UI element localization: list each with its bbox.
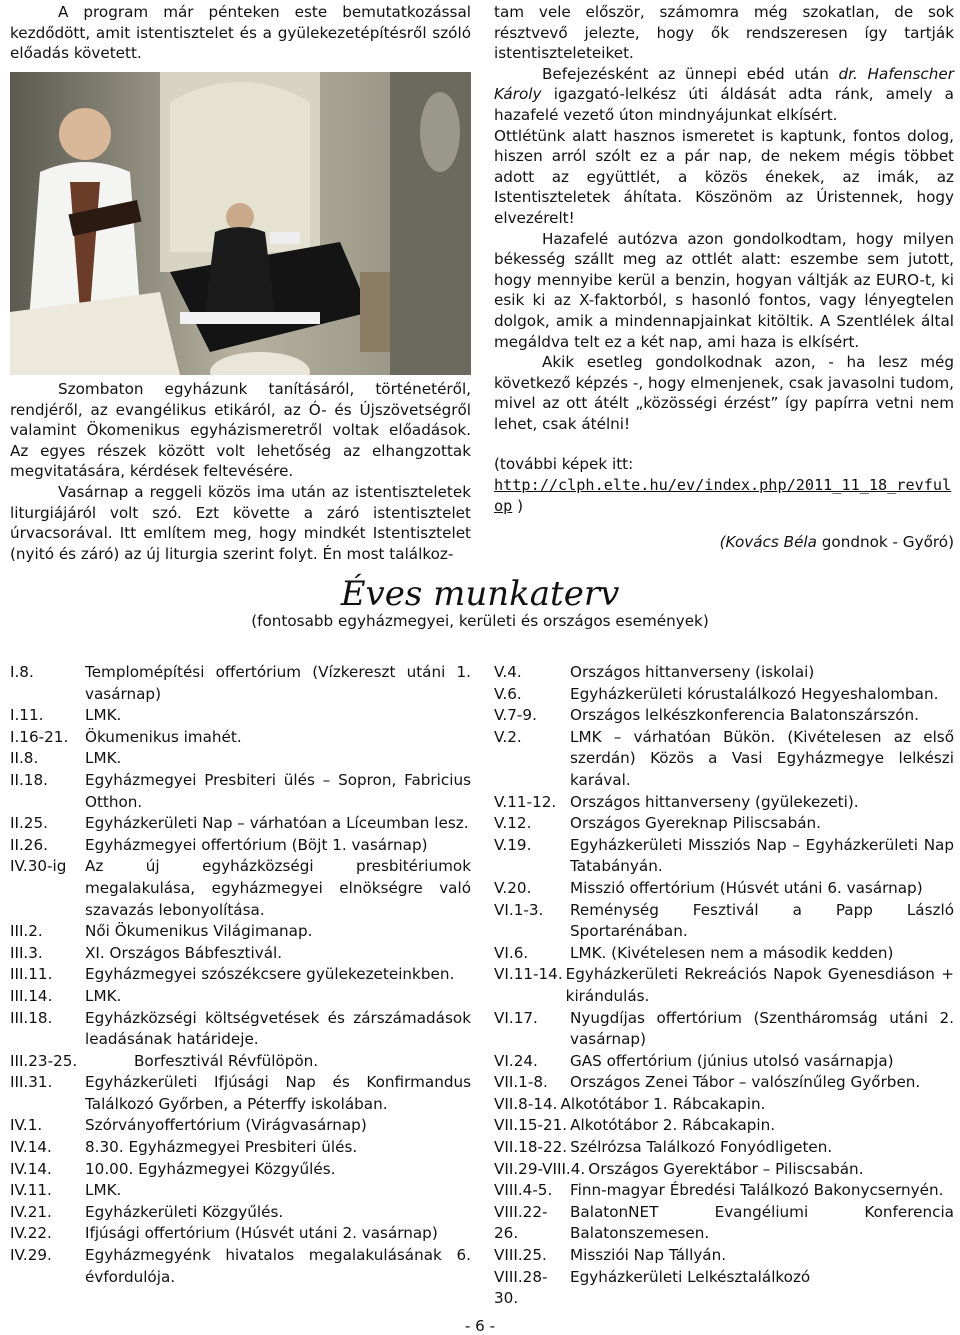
event-date: VI.11-14. [494, 965, 563, 984]
event-description: LMK. [85, 706, 122, 725]
event-date: V.6. [494, 684, 522, 703]
event-date: VI.17. [494, 1008, 538, 1027]
recommendation-paragraph: Akik esetleg gondolkodnak azon, - ha lesz még következő képzés -, hogy elmenjenek, csak javasolni tudom, mivel az ott átélt „közösségi érzést” így papírra vetni nem lehet, csak átélni! [494, 353, 954, 433]
event-description: Alkotótábor 1. Rábcakapin. [560, 1094, 766, 1113]
event-date: II.26. [10, 835, 48, 854]
event-date: IV.14. [10, 1138, 52, 1157]
event-description: Alkotótábor 2. Rábcakapin. [570, 1116, 776, 1135]
event-row [494, 1202, 954, 1245]
saturday-paragraph: Szombaton egyházunk tanításáról, történetéről, rendjéről, az evangélikus etikáról, az Ó- és Újszövetségről valamint Ökomenikus egyházismeretről voltak előadások. Az egyes részek között volt lehetőség az elhangzottak megvitatására, kérdések feltevésére. [10, 380, 471, 481]
event-description: Szélrózsa Találkozó Fonyódligeten. [570, 1138, 833, 1157]
event-row [494, 900, 954, 943]
event-row [10, 1245, 471, 1288]
event-row [494, 1051, 954, 1073]
event-date: I.16-21. [10, 727, 69, 746]
event-row [10, 964, 471, 986]
more-photos [494, 454, 954, 516]
event-row [494, 943, 954, 965]
event-date: V.4. [494, 663, 522, 681]
event-row [494, 1008, 954, 1051]
closing-text-b: igazgató-lelkész úti áldását adta ránk, amely a hazafelé vezető úton mindnyájunkat elkísért. [494, 85, 954, 124]
event-description: LMK – várhatóan Bükön. (Kivételesen az első szerdán) Közös a Vasi Egyházmegye lelkészi karával. [570, 727, 954, 789]
event-description: Borfesztivál Révfülöpön. [134, 1051, 319, 1070]
event-row [10, 1202, 471, 1224]
event-date: III.2. [10, 922, 43, 941]
event-date: I.8. [10, 663, 34, 681]
event-row [494, 964, 954, 1007]
event-description: Missziói Nap Tállyán. [570, 1246, 727, 1265]
event-description: Templomépítési offertórium (Vízkereszt utáni 1. vasárnap) [85, 663, 471, 703]
event-description: Egyházkerületi Missziós Nap – Egyházkerületi Nap Tatabányán. [570, 835, 954, 876]
event-date: IV.29. [10, 1246, 52, 1265]
continuation-paragraph: tam vele először, számomra még szokatlan, de sok résztvevő jelezte, hogy ők rendszeresen így tartják istentiszteleteiket. [494, 3, 954, 63]
event-row [494, 813, 954, 835]
event-description: Egyházközségi költségvetések és zárszámadások leadásának határideje. [85, 1008, 471, 1049]
sunday-paragraph: Vasárnap a reggeli közös ima után az istentiszteletek liturgiájáról volt szó. Ezt követte a záró istentisztelet úrvacsorával. Itt említem meg, hogy mindkét Istentisztelet (nyitó és záró) az új liturgia szerint folyt. Én most találkoz- [10, 482, 471, 563]
event-date: V.20. [494, 878, 532, 897]
event-row [494, 1094, 954, 1116]
event-date: VII.15-21. [494, 1116, 568, 1135]
event-description: Országos hittanverseny (gyülekezeti). [570, 792, 859, 811]
event-description: Országos Gyereknap Piliscsabán. [570, 814, 821, 833]
event-description: Ökumenikus imahét. [85, 727, 242, 746]
event-date: V.12. [494, 814, 532, 833]
event-row [10, 813, 471, 835]
event-description: Misszió offertórium (Húsvét utáni 6. vasárnap) [570, 878, 923, 897]
event-row [494, 878, 954, 900]
event-row [494, 792, 954, 814]
event-date: VII.8-14. [494, 1094, 558, 1113]
event-row [494, 1245, 954, 1267]
section-subtitle: (fontosabb egyházmegyei, kerületi és országos események) [251, 612, 709, 630]
event-description: Országos Gyerektábor – Piliscsabán. [588, 1159, 864, 1178]
event-description: LMK. [85, 1181, 122, 1200]
event-row [10, 662, 471, 705]
event-description: Egyházmegyei offertórium (Böjt 1. vasárnap) [85, 835, 428, 854]
event-row [10, 1072, 471, 1115]
event-row [10, 1008, 471, 1051]
event-row [10, 856, 471, 921]
event-date: IV.11. [10, 1181, 52, 1200]
event-date: VIII.4-5. [494, 1181, 553, 1200]
event-row [10, 770, 471, 813]
event-description: LMK. [85, 986, 122, 1005]
event-date: IV.21. [10, 1202, 52, 1221]
event-description: LMK. (Kivételesen nem a második kedden) [570, 943, 894, 962]
event-description: Az új egyházközségi presbitériumok megalakulása, egyházmegyei elnökségre való szavazás lebonyolítása. [85, 857, 471, 919]
event-description: Országos Zenei Tábor – valószínűleg Győrben. [570, 1073, 921, 1092]
intro-paragraph: A program már pénteken este bemutatkozással kezdődött, amit istentisztelet és a gyülekezetépítésről szóló előadás követett. [10, 3, 471, 63]
event-date: II.25. [10, 814, 48, 833]
event-row [494, 1267, 954, 1310]
event-row [494, 1115, 954, 1137]
event-description: Nyugdíjas offertórium (Szentháromság utáni 2. vasárnap) [570, 1008, 954, 1049]
event-date: III.18. [10, 1008, 53, 1027]
signature [494, 532, 954, 553]
author-name: (Kovács Béla [719, 533, 817, 552]
closing-text-a: Befejezésként az ünnepi ebéd után [542, 64, 839, 83]
event-date: III.14. [10, 986, 53, 1005]
event-row [494, 705, 954, 727]
event-date: VIII.22-26. [494, 1202, 548, 1243]
event-date: V.2. [494, 727, 522, 746]
event-row [494, 684, 954, 706]
event-row [10, 986, 471, 1008]
event-row [10, 921, 471, 943]
events-list-right [494, 662, 954, 1310]
author-role: gondnok - Győró) [816, 533, 954, 552]
event-date: VIII.25. [494, 1246, 547, 1265]
event-description: Ifjúsági offertórium (Húsvét utáni 2. vasárnap) [85, 1224, 438, 1243]
event-date: VIII.28-30. [494, 1267, 548, 1308]
church-photo-image [10, 72, 471, 375]
event-description: 8.30. Egyházmegyei Presbiteri ülés. [85, 1138, 358, 1157]
event-date: III.31. [10, 1073, 53, 1092]
event-date: V.7-9. [494, 706, 537, 725]
event-row [10, 1115, 471, 1137]
event-date: IV.14. [10, 1159, 52, 1178]
event-description: Finn-magyar Ébredési Találkozó Bakonycsernyén. [570, 1181, 944, 1200]
event-date: IV.22. [10, 1224, 52, 1243]
event-description: Országos lelkészkonferencia Balatonszárszón. [570, 706, 919, 725]
event-row [494, 1180, 954, 1202]
event-date: IV.1. [10, 1116, 43, 1135]
event-row [494, 662, 954, 684]
event-description: Egyházkerületi Ifjúsági Nap és Konfirmandus Találkozó Győrben, a Péterffy iskolában. [85, 1073, 471, 1113]
event-description: LMK. [85, 749, 122, 768]
event-row [10, 1223, 471, 1245]
more-photos-label: (további képek itt: [494, 455, 634, 474]
homeward-paragraph: Hazafelé autózva azon gondolkodtam, hogy milyen békesség szállt meg az ottlét alatt: eszembe sem jutott, hogy mennyibe kerül a benzin, hogyan váltják az EURO-t, ki esik ki az X-faktorból, s hasonló fontos, vagy lényegtelen dolgok, amik a mindennapjainkat kitöltik. A Szentlélek által megáldva telt ez a két nap, ami haza is elkísért. [494, 229, 954, 351]
event-date: II.18. [10, 770, 48, 789]
event-row [10, 727, 471, 749]
closing-paragraph [494, 64, 954, 126]
event-date: V.19. [494, 835, 532, 854]
event-description: Egyházkerületi kórustalálkozó Hegyeshalomban. [570, 684, 939, 703]
event-description: GAS offertórium (június utolsó vasárnapja) [570, 1051, 894, 1070]
event-row [10, 835, 471, 857]
event-description: XI. Országos Bábfesztivál. [85, 943, 283, 962]
event-description: Női Ökumenikus Világimanap. [85, 922, 313, 941]
event-description: Egyházmegyénk hivatalos megalakulásának 6. évfordulója. [85, 1246, 471, 1286]
event-description: Egyházmegyei Presbiteri ülés – Sopron, Fabricius Otthon. [85, 770, 471, 811]
event-row [10, 1051, 471, 1073]
event-description: Egyházmegyei szószékcsere gyülekezeteinkben. [85, 965, 455, 984]
church-photo [10, 72, 471, 375]
event-date: III.3. [10, 943, 43, 962]
event-row [10, 1137, 471, 1159]
event-description: Egyházkerületi Közgyűlés. [85, 1202, 284, 1221]
event-description: Reménység Fesztivál a Papp László Sportarénában. [570, 900, 954, 941]
event-row [10, 1180, 471, 1202]
event-description: Egyházkerületi Nap – várhatóan a Líceumban lesz. [85, 814, 469, 833]
more-photos-close: ) [512, 496, 524, 515]
event-date: VI.24. [494, 1051, 538, 1070]
event-date: I.11. [10, 706, 44, 725]
event-date: VI.6. [494, 943, 529, 962]
event-date: II.8. [10, 749, 39, 768]
knowledge-paragraph: Ottlétünk alatt hasznos ismeretet is kaptunk, fontos dolog, hiszen arról szólt ez a pár nap, de nekem mégis többet adott az együttlét, a közös énekek, az imák, az Istentiszteletek áhítata. Köszönöm az Úristennek, hogy elvezérelt! [494, 126, 954, 227]
events-list-left [10, 662, 471, 1288]
event-row [10, 1159, 471, 1181]
event-date: III.11. [10, 965, 53, 984]
event-row [10, 705, 471, 727]
event-row [494, 727, 954, 792]
event-row [10, 748, 471, 770]
event-description: Egyházkerületi Lelkésztalálkozó [570, 1267, 811, 1286]
section-title: Éves munkaterv [340, 574, 620, 614]
event-date: VII.29-VIII.4. [494, 1159, 586, 1178]
event-date: III.23-25. [10, 1051, 78, 1070]
director-name: dr. Hafenscher Károly [494, 64, 955, 104]
event-description: Szórványoffertórium (Virágvasárnap) [85, 1116, 367, 1135]
event-date: VI.1-3. [494, 900, 544, 919]
page-number: - 6 - [464, 1317, 496, 1335]
event-row [494, 1159, 954, 1181]
gallery-link[interactable]: http://clph.elte.hu/ev/index.php/2011_11_18_revfulop [494, 476, 952, 515]
event-description: 10.00. Egyházmegyei Közgyűlés. [85, 1159, 336, 1178]
event-row [494, 1072, 954, 1094]
event-description: Egyházkerületi Rekreációs Napok Gyenesdiáson + kirándulás. [565, 965, 954, 1005]
event-date: V.11-12. [494, 792, 557, 811]
event-date: VII.18-22. [494, 1138, 568, 1157]
event-row [494, 1137, 954, 1159]
event-date: VII.1-8. [494, 1073, 548, 1092]
event-description: Országos hittanverseny (iskolai) [570, 663, 815, 681]
event-row [10, 943, 471, 965]
event-date: IV.30-ig [10, 857, 67, 876]
event-description: BalatonNET Evangéliumi Konferencia Balatonszemesen. [570, 1202, 954, 1243]
event-row [494, 835, 954, 878]
